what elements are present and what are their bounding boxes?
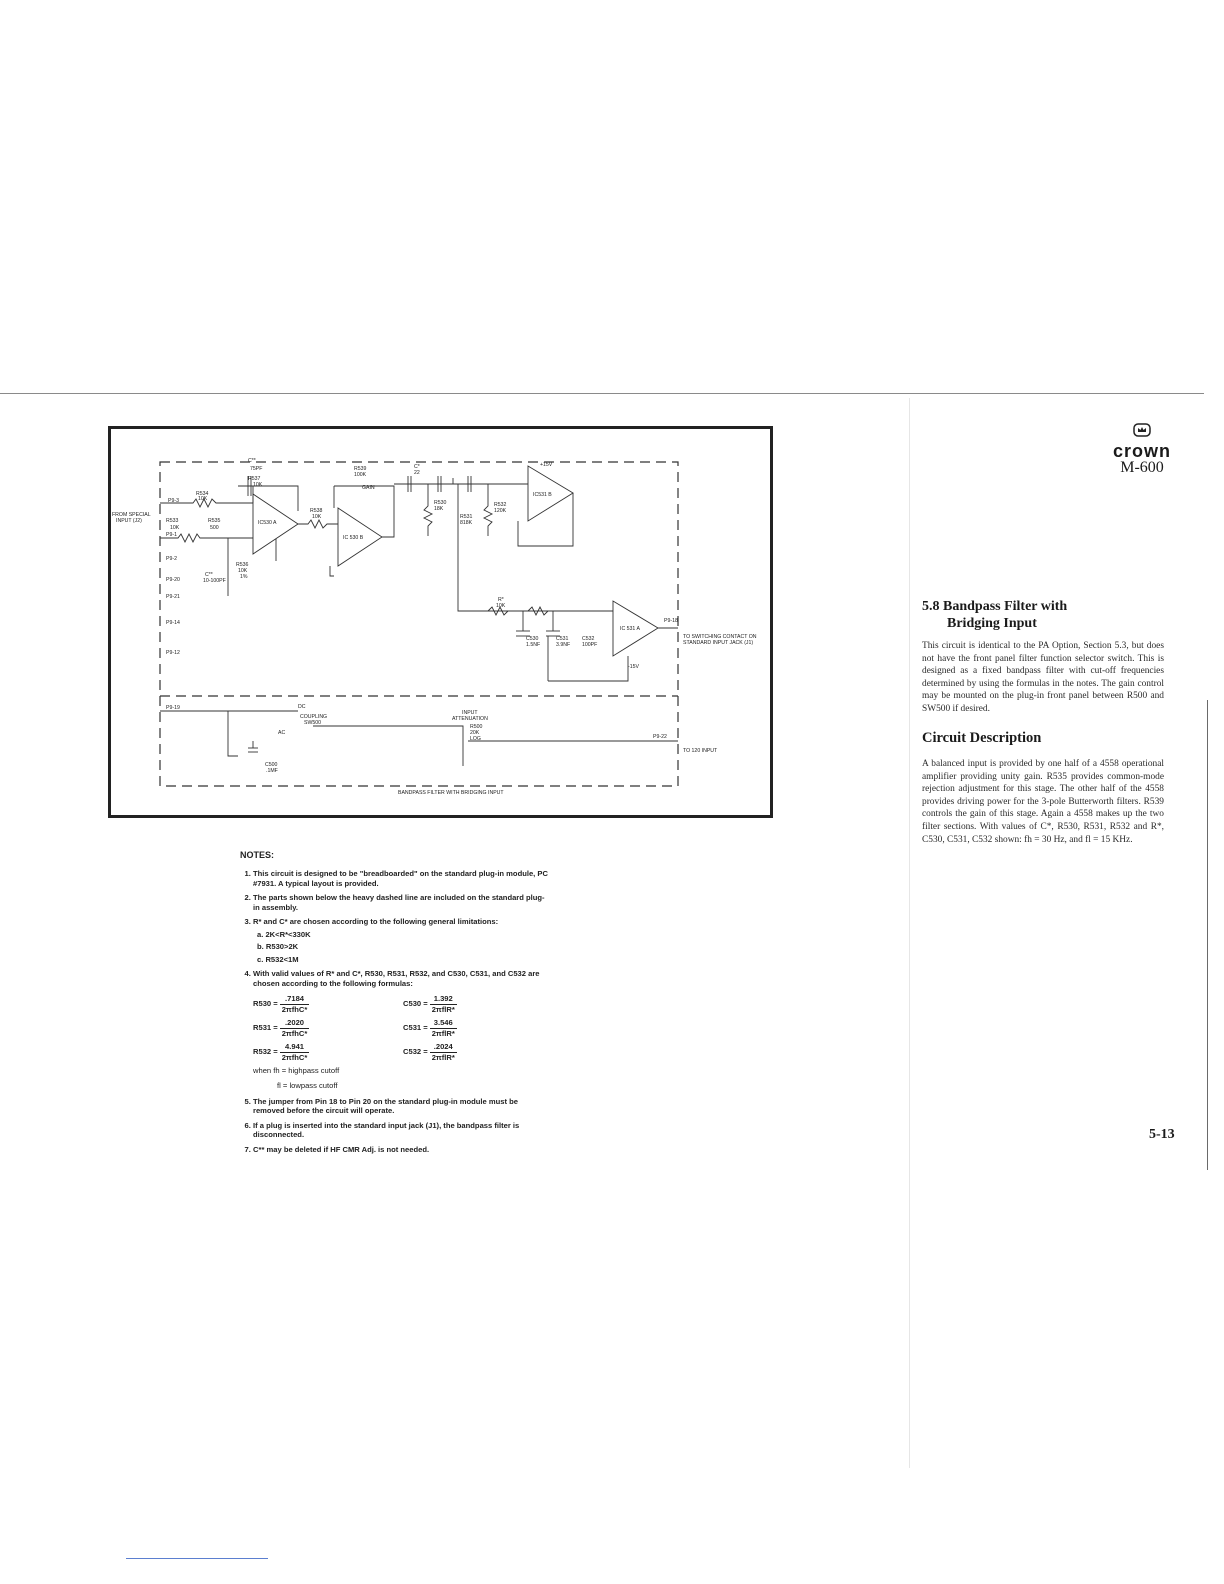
note-1: 1. This circuit is designed to be "breadboarded" on the standard plug-in module, PC #7931. A typical layout is provided.	[253, 869, 550, 888]
label-r531-val: 818K	[460, 520, 473, 526]
formula-den: 2πflR*	[431, 1028, 455, 1038]
section-intro: This circuit is identical to the PA Option, Section 5.3, but does not have the front panel filter function selector switch. This is designed as a fixed bandpass filter with cut-off frequencies determined by using the formulas in the notes. The gain control may be mounted on the plug-in front panel between R500 and SW500 if desired.	[922, 641, 1164, 714]
label-r-star: R*	[498, 597, 504, 603]
label-r538-val: 10K	[312, 514, 322, 520]
label-sw500: SW500	[304, 720, 322, 726]
label-c-star-val: 22	[414, 470, 420, 476]
label-c-trim-val: 10-100PF	[203, 578, 226, 584]
label-p9-18: P9-18	[664, 618, 678, 624]
label-c531-val: 3.9NF	[556, 642, 571, 648]
formula-den: 2πflR*	[431, 1004, 455, 1014]
label-r535: R535	[208, 518, 221, 524]
label-r539-val: 100K	[354, 472, 367, 478]
label-r500-log: LOG	[470, 736, 481, 742]
section-title-line1: 5.8 Bandpass Filter with	[922, 599, 1068, 614]
formula-den: 2πfhC*	[281, 1052, 308, 1062]
label-ic530b: IC 530 B	[343, 535, 364, 541]
label-c500-val: .1MF	[266, 768, 278, 774]
circuit-description-text: A balanced input is provided by one half of a 4558 operational amplifier providing unity gain. R535 provides common-mode rejection adjustment for this stage. The other half of the 4558 provides driving power for the 3-pole Butterworth filters. R539 controls the gain of this stage. Again a 4558 makes up the two filter sections. With values of C*, R530, R531, R532 and R*, C530, C531, C532 shown: fh = 30 Hz, and fl = 15 KHz.	[922, 759, 1164, 845]
formula-num: .2024	[430, 1042, 457, 1052]
formula-den: 2πfhC*	[281, 1028, 308, 1038]
formula-r530	[253, 994, 403, 1014]
label-ac: AC	[278, 730, 286, 736]
note-7: 7. C** may be deleted if HF CMR Adj. is not needed.	[253, 1145, 550, 1154]
formula-lhs: C530 =	[403, 999, 428, 1009]
label-r537-val: 10K	[253, 482, 263, 488]
formula-den: 2πfhC*	[281, 1004, 308, 1014]
label-ic530a: IC530 A	[258, 520, 277, 526]
label-r536: R536	[236, 562, 249, 568]
label-r532-val: 120K	[494, 508, 507, 514]
formula-c531	[403, 1018, 553, 1038]
note-3-text: R* and C* are chosen according to the following general limitations:	[253, 917, 499, 927]
schematic-caption: BANDPASS FILTER WITH BRIDGING INPUT	[398, 790, 504, 796]
label-ic531b: IC531 B	[533, 492, 552, 498]
formula-num: 4.941	[280, 1042, 310, 1052]
label-std-input-jack: STANDARD INPUT JACK (J1)	[683, 640, 754, 646]
formula-den: 2πflR*	[431, 1052, 455, 1062]
formula-lhs: C531 =	[403, 1023, 428, 1033]
note-3	[253, 917, 550, 964]
page-number: 5-13	[1149, 1127, 1175, 1142]
label-p9-1: P9-1	[166, 532, 177, 538]
formula-grid	[253, 994, 550, 1062]
when-lowpass: fl = lowpass cutoff	[277, 1081, 338, 1091]
note-3a: a. 2K<R*<330K	[257, 929, 311, 939]
label-attenuation: ATTENUATION	[452, 716, 488, 722]
formula-num: .2020	[280, 1018, 310, 1028]
label-c-trim: C**	[205, 572, 213, 578]
label-input-atten: INPUT	[462, 710, 478, 716]
page-edge	[1207, 700, 1208, 1170]
label-p9-3: P9-3	[168, 498, 179, 504]
formula-r531	[253, 1018, 403, 1038]
formula-lhs: R531 =	[253, 1023, 278, 1033]
label-r-star-val: 10K	[496, 603, 506, 609]
label-input-j2: INPUT (J2)	[116, 518, 142, 524]
label-dc: DC	[298, 704, 306, 710]
label-r530-val: 18K	[434, 506, 444, 512]
note-6: 6. If a plug is inserted into the standard input jack (J1), the bandpass filter is disconnected.	[253, 1121, 550, 1140]
label-r534-val: 10K	[198, 496, 208, 502]
note-3c: c. R532<1M	[257, 954, 299, 964]
label-r537: R537	[248, 476, 261, 482]
footer-rule	[126, 1558, 268, 1559]
label-r536-val: 10K	[238, 568, 248, 574]
label-c530-val: 1.5NF	[526, 642, 541, 648]
label-c532: C532	[582, 636, 595, 642]
label-m15v: -15V	[628, 664, 639, 670]
formula-c530	[403, 994, 553, 1014]
page-gutter	[909, 398, 910, 1468]
formula-num: 3.546	[430, 1018, 457, 1028]
label-r500: R500	[470, 724, 483, 730]
label-r539: R539	[354, 466, 367, 472]
label-ic531a: IC 531 A	[620, 626, 640, 632]
label-p9-14: P9-14	[166, 620, 180, 626]
label-to-ic-input: TO 120 INPUT	[683, 748, 718, 754]
label-c500: C500	[265, 762, 278, 768]
crown-icon	[1133, 423, 1151, 437]
note-4	[253, 969, 550, 1091]
label-p9-20: P9-20	[166, 577, 180, 583]
label-r534: R534	[196, 491, 209, 497]
formula-r532	[253, 1042, 403, 1062]
formula-lhs: R532 =	[253, 1047, 278, 1057]
label-c530: C530	[526, 636, 539, 642]
label-p15v: +15V	[540, 462, 553, 468]
label-r500-val: 20K	[470, 730, 480, 736]
label-gain: GAIN	[362, 485, 375, 491]
notes-block	[240, 850, 550, 1159]
label-c-star: C*	[414, 464, 420, 470]
top-divider	[0, 393, 1204, 394]
label-r533-val: 10K	[170, 525, 180, 531]
label-coupling: COUPLING	[300, 714, 328, 720]
label-c531: C531	[556, 636, 569, 642]
label-r538: R538	[310, 508, 323, 514]
label-p9-19: P9-19	[166, 705, 180, 711]
label-p9-12: P9-12	[166, 650, 180, 656]
label-r532: R532	[494, 502, 507, 508]
formula-lhs: R530 =	[253, 999, 278, 1009]
crown-logo	[1110, 423, 1174, 476]
label-r531: R531	[460, 514, 473, 520]
bandpass-filter-schematic	[108, 426, 773, 818]
label-p9-22: P9-22	[653, 734, 667, 740]
formula-num: .7184	[280, 994, 310, 1004]
note-4-text: With valid values of R* and C*, R530, R531, R532, and C530, C531, and C532 are chosen according to the following formulas:	[253, 969, 540, 988]
label-p9-2: P9-2	[166, 556, 177, 562]
label-r530: R530	[434, 500, 447, 506]
label-c-top-val: 75PF	[250, 466, 263, 472]
section-title	[922, 598, 1067, 632]
label-r535-val: 500	[210, 525, 219, 531]
label-from-special: FROM SPECIAL	[112, 512, 151, 518]
note-3b: b. R530>2K	[257, 942, 299, 952]
circuit-description-title: Circuit Description	[922, 730, 1042, 746]
note-2: 2. The parts shown below the heavy dashed line are included on the standard plug-in assembly.	[253, 893, 550, 912]
label-r533: R533	[166, 518, 179, 524]
formula-c532	[403, 1042, 553, 1062]
label-p9-21: P9-21	[166, 594, 180, 600]
notes-heading: NOTES:	[240, 850, 275, 860]
label-c532-val: 100PF	[582, 642, 598, 648]
section-title-line2: Bridging Input	[947, 616, 1037, 631]
label-c-top: C**	[248, 458, 256, 464]
formula-lhs: C532 =	[403, 1047, 428, 1057]
model-name: M-600	[1120, 459, 1164, 476]
label-r536-tol: 1%	[240, 574, 248, 580]
label-to-switching: TO SWITCHING CONTACT ON	[683, 634, 757, 640]
when-highpass: when fh = highpass cutoff	[253, 1066, 340, 1075]
formula-num: 1.392	[430, 994, 457, 1004]
note-5: 5. The jumper from Pin 18 to Pin 20 on the standard plug-in module must be removed before the circuit will operate.	[253, 1097, 550, 1116]
brand-name: crown	[1112, 441, 1171, 461]
